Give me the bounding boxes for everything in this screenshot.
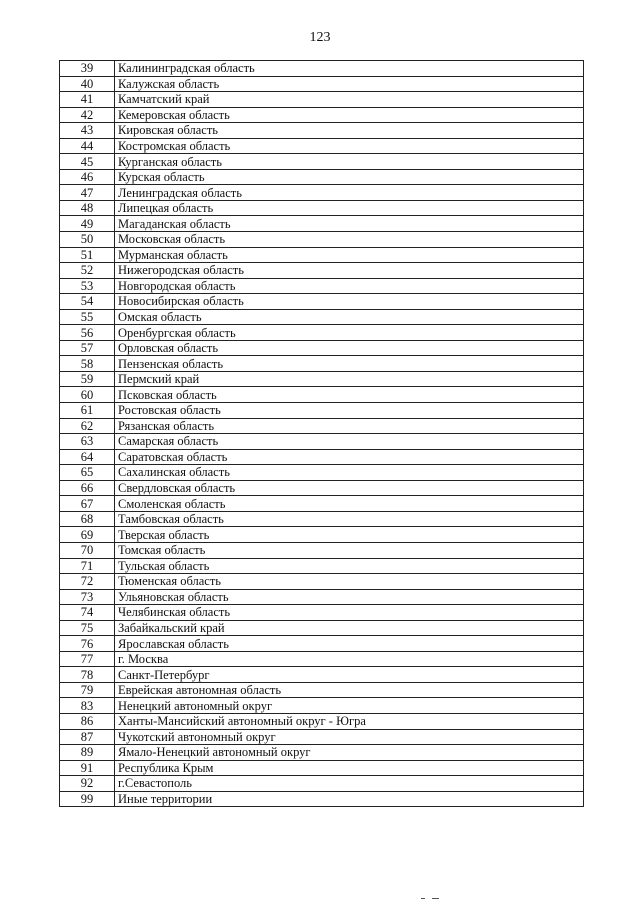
region-code: 47 [60, 185, 115, 201]
table-row [60, 713, 584, 729]
region-name: Томская область [115, 542, 584, 558]
region-code: 76 [60, 636, 115, 652]
region-code: 59 [60, 371, 115, 387]
region-name: Челябинская область [115, 605, 584, 621]
table-row [60, 542, 584, 558]
region-name: Ненецкий автономный округ [115, 698, 584, 714]
table-row [60, 340, 584, 356]
region-code: 62 [60, 418, 115, 434]
table-row [60, 667, 584, 683]
region-name: Тульская область [115, 558, 584, 574]
region-name: Ярославская область [115, 636, 584, 652]
region-code: 40 [60, 76, 115, 92]
table-row [60, 138, 584, 154]
region-name: Новосибирская область [115, 294, 584, 310]
region-code: 48 [60, 200, 115, 216]
table-row [60, 123, 584, 139]
region-name: Кировская область [115, 123, 584, 139]
region-code: 86 [60, 713, 115, 729]
table-row [60, 776, 584, 792]
scan-artifact [421, 898, 425, 899]
table-row [60, 791, 584, 807]
region-name: Тверская область [115, 527, 584, 543]
region-name: Иные территории [115, 791, 584, 807]
region-name: Камчатский край [115, 92, 584, 108]
region-name: Тамбовская область [115, 511, 584, 527]
region-name: Ханты-Мансийский автономный округ - Югра [115, 713, 584, 729]
region-name: Ямало-Ненецкий автономный округ [115, 745, 584, 761]
region-name: Омская область [115, 309, 584, 325]
table-row [60, 200, 584, 216]
table-row [60, 465, 584, 481]
region-code: 43 [60, 123, 115, 139]
region-name: Чукотский автономный округ [115, 729, 584, 745]
regions-table [59, 60, 584, 807]
table-row [60, 325, 584, 341]
region-code: 60 [60, 387, 115, 403]
region-name: Саратовская область [115, 449, 584, 465]
table-row [60, 480, 584, 496]
region-code: 66 [60, 480, 115, 496]
table-row [60, 418, 584, 434]
table-row [60, 760, 584, 776]
region-name: Мурманская область [115, 247, 584, 263]
region-code: 53 [60, 278, 115, 294]
region-code: 68 [60, 511, 115, 527]
region-code: 69 [60, 527, 115, 543]
table-row [60, 449, 584, 465]
region-name: Свердловская область [115, 480, 584, 496]
region-code: 87 [60, 729, 115, 745]
region-code: 39 [60, 61, 115, 77]
region-code: 65 [60, 465, 115, 481]
region-code: 49 [60, 216, 115, 232]
table-row [60, 574, 584, 590]
table-row [60, 698, 584, 714]
page-number: 123 [309, 30, 331, 45]
table-row [60, 729, 584, 745]
table-row [60, 434, 584, 450]
region-code: 57 [60, 340, 115, 356]
region-code: 58 [60, 356, 115, 372]
table-row [60, 636, 584, 652]
region-code: 44 [60, 138, 115, 154]
region-code: 61 [60, 403, 115, 419]
table-row [60, 558, 584, 574]
region-name: Оренбургская область [115, 325, 584, 341]
region-code: 71 [60, 558, 115, 574]
region-code: 79 [60, 682, 115, 698]
region-name: Республика Крым [115, 760, 584, 776]
table-row [60, 92, 584, 108]
region-code: 92 [60, 776, 115, 792]
region-name: Смоленская область [115, 496, 584, 512]
region-code: 45 [60, 154, 115, 170]
region-name: Липецкая область [115, 200, 584, 216]
region-name: Курская область [115, 169, 584, 185]
region-code: 78 [60, 667, 115, 683]
regions-table-body [60, 61, 584, 807]
region-code: 91 [60, 760, 115, 776]
region-code: 77 [60, 651, 115, 667]
region-name: Сахалинская область [115, 465, 584, 481]
region-name: Костромская область [115, 138, 584, 154]
region-code: 56 [60, 325, 115, 341]
table-row [60, 403, 584, 419]
scan-artifact [432, 898, 439, 899]
region-code: 99 [60, 791, 115, 807]
table-row [60, 309, 584, 325]
region-name: Кемеровская область [115, 107, 584, 123]
region-name: Санкт-Петербург [115, 667, 584, 683]
region-name: Пензенская область [115, 356, 584, 372]
region-code: 64 [60, 449, 115, 465]
table-row [60, 107, 584, 123]
table-row [60, 232, 584, 248]
region-code: 75 [60, 620, 115, 636]
region-name: Ульяновская область [115, 589, 584, 605]
table-row [60, 154, 584, 170]
region-code: 46 [60, 169, 115, 185]
table-row [60, 278, 584, 294]
region-name: Орловская область [115, 340, 584, 356]
table-row [60, 263, 584, 279]
table-row [60, 76, 584, 92]
table-row [60, 356, 584, 372]
table-row [60, 620, 584, 636]
table-row [60, 61, 584, 77]
table-row [60, 589, 584, 605]
table-row [60, 247, 584, 263]
table-row [60, 294, 584, 310]
region-code: 74 [60, 605, 115, 621]
region-name: Еврейская автономная область [115, 682, 584, 698]
region-name: Забайкальский край [115, 620, 584, 636]
region-name: Рязанская область [115, 418, 584, 434]
region-name: Псковская область [115, 387, 584, 403]
region-name: Тюменская область [115, 574, 584, 590]
table-row [60, 169, 584, 185]
region-name: Самарская область [115, 434, 584, 450]
region-name: Магаданская область [115, 216, 584, 232]
region-code: 70 [60, 542, 115, 558]
table-row [60, 745, 584, 761]
table-row [60, 387, 584, 403]
region-name: г.Севастополь [115, 776, 584, 792]
region-name: Калужская область [115, 76, 584, 92]
region-code: 50 [60, 232, 115, 248]
region-code: 55 [60, 309, 115, 325]
region-name: Ростовская область [115, 403, 584, 419]
table-row [60, 511, 584, 527]
table-row [60, 682, 584, 698]
region-code: 83 [60, 698, 115, 714]
region-name: Нижегородская область [115, 263, 584, 279]
table-row [60, 605, 584, 621]
region-code: 51 [60, 247, 115, 263]
table-row [60, 496, 584, 512]
region-code: 89 [60, 745, 115, 761]
region-code: 63 [60, 434, 115, 450]
table-row [60, 216, 584, 232]
region-name: Пермский край [115, 371, 584, 387]
region-name: Калининградская область [115, 61, 584, 77]
region-code: 73 [60, 589, 115, 605]
region-name: Курганская область [115, 154, 584, 170]
table-row [60, 371, 584, 387]
region-code: 42 [60, 107, 115, 123]
region-name: Ленинградская область [115, 185, 584, 201]
region-code: 72 [60, 574, 115, 590]
region-name: Московская область [115, 232, 584, 248]
region-code: 41 [60, 92, 115, 108]
region-name: г. Москва [115, 651, 584, 667]
region-name: Новгородская область [115, 278, 584, 294]
table-row [60, 651, 584, 667]
region-code: 54 [60, 294, 115, 310]
table-row [60, 185, 584, 201]
region-code: 67 [60, 496, 115, 512]
region-code: 52 [60, 263, 115, 279]
table-row [60, 527, 584, 543]
